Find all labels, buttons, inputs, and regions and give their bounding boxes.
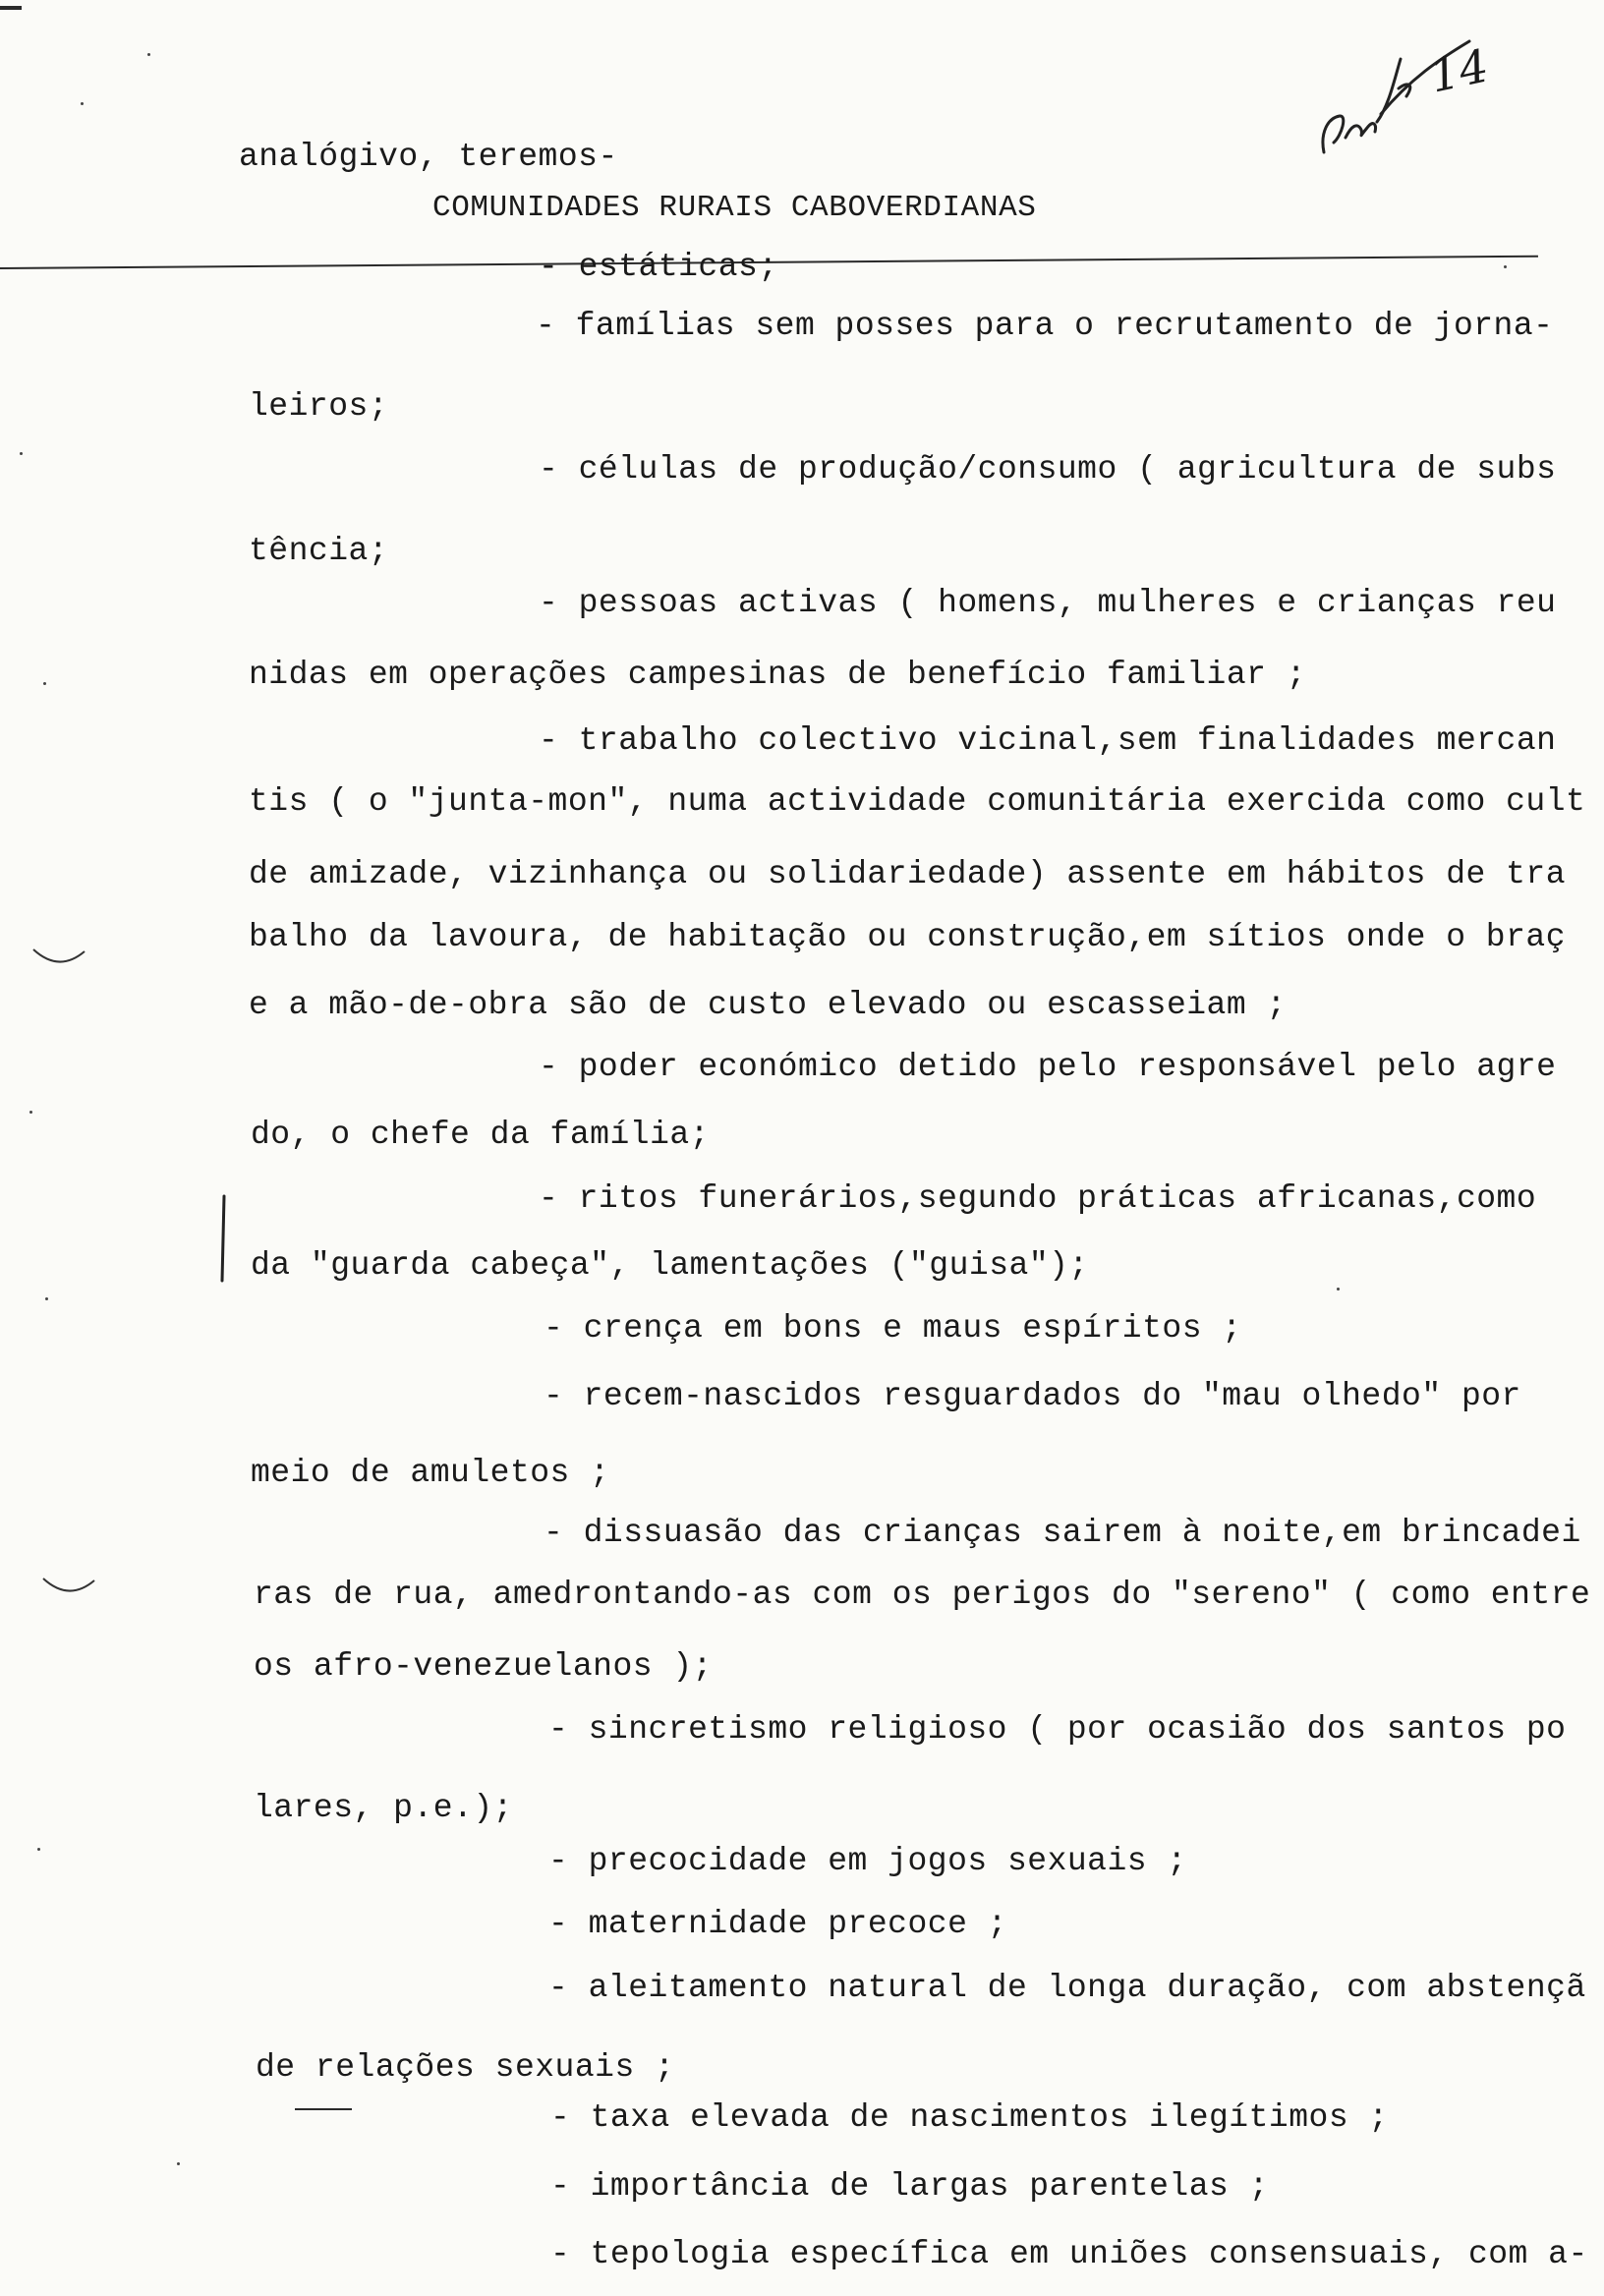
text-line: do, o chefe da família; <box>251 1117 710 1153</box>
hole-punch-arc <box>29 944 88 973</box>
scan-speck <box>1337 1288 1340 1291</box>
text-line: - células de produção/consumo ( agricultura de subs <box>539 451 1557 488</box>
page-number-mark: 14 <box>1425 38 1494 103</box>
scan-speck <box>43 682 46 685</box>
text-line: - sincretismo religioso ( por ocasião dos santos po <box>548 1711 1567 1748</box>
text-line: os afro-venezuelanos ); <box>254 1648 713 1685</box>
text-line: - aleitamento natural de longa duração, com abstençã <box>548 1970 1586 2006</box>
text-line: - trabalho colectivo vicinal,sem finalidades mercan <box>539 722 1557 759</box>
text-line: da "guarda cabeça", lamentações ("guisa"); <box>251 1247 1089 1284</box>
text-line: leiros; <box>249 388 389 425</box>
text-line: - tepologia específica em uniões consensuais, com a- <box>550 2236 1588 2272</box>
text-line: ras de rua, amedrontando-as com os perigos do "sereno" ( como entre <box>254 1577 1591 1613</box>
hole-punch-arc <box>39 1573 98 1602</box>
text-line: - crença em bons e maus espíritos ; <box>544 1310 1242 1347</box>
text-line: - dissuasão das crianças sairem à noite,em brincadei <box>544 1515 1581 1551</box>
scan-speck <box>177 2162 180 2165</box>
text-line: - recem-nascidos resguardados do "mau olhedo" por <box>544 1378 1521 1414</box>
text-line: e a mão-de-obra são de custo elevado ou escasseiam ; <box>249 987 1287 1023</box>
scan-speck <box>147 53 150 56</box>
margin-bracket-mark <box>218 1194 230 1283</box>
text-line: de amizade, vizinhança ou solidariedade) assente em hábitos de tra <box>249 856 1567 892</box>
text-line: - famílias sem posses para o recrutamento de jorna- <box>536 308 1554 344</box>
text-line: lares, p.e.); <box>254 1790 513 1826</box>
text-line: - taxa elevada de nascimentos ilegítimos ; <box>550 2099 1389 2136</box>
scan-speck <box>81 102 84 105</box>
text-line: - pessoas activas ( homens, mulheres e crianças reu <box>539 585 1557 621</box>
text-line: - poder económico detido pelo responsável pelo agre <box>539 1049 1557 1085</box>
text-line: - importância de largas parentelas ; <box>550 2168 1269 2205</box>
stray-dash-mark <box>295 2108 352 2110</box>
text-line: tência; <box>249 533 389 569</box>
corner-mark <box>0 6 22 10</box>
text-line: balho da lavoura, de habitação ou construção,em sítios onde o braç <box>249 919 1567 955</box>
text-line: - estáticas; <box>539 249 778 285</box>
text-line: - precocidade em jogos sexuais ; <box>548 1843 1187 1879</box>
text-line: tis ( o "junta-mon", numa actividade comunitária exercida como cult <box>249 783 1586 820</box>
scan-speck <box>29 1111 32 1114</box>
scan-speck <box>20 452 23 455</box>
header-top-line: analógivo, teremos- <box>239 139 618 175</box>
text-line: - maternidade precoce ; <box>548 1906 1007 1942</box>
scan-speck <box>37 1848 40 1851</box>
scan-speck <box>1504 265 1507 268</box>
page-title: COMUNIDADES RURAIS CABOVERDIANAS <box>432 191 1037 225</box>
text-line: de relações sexuais ; <box>256 2049 675 2086</box>
text-line: nidas em operações campesinas de benefício familiar ; <box>249 657 1307 693</box>
text-line: - ritos funerários,segundo práticas africanas,como <box>539 1180 1537 1217</box>
scan-speck <box>45 1297 48 1300</box>
text-line: meio de amuletos ; <box>251 1455 610 1491</box>
